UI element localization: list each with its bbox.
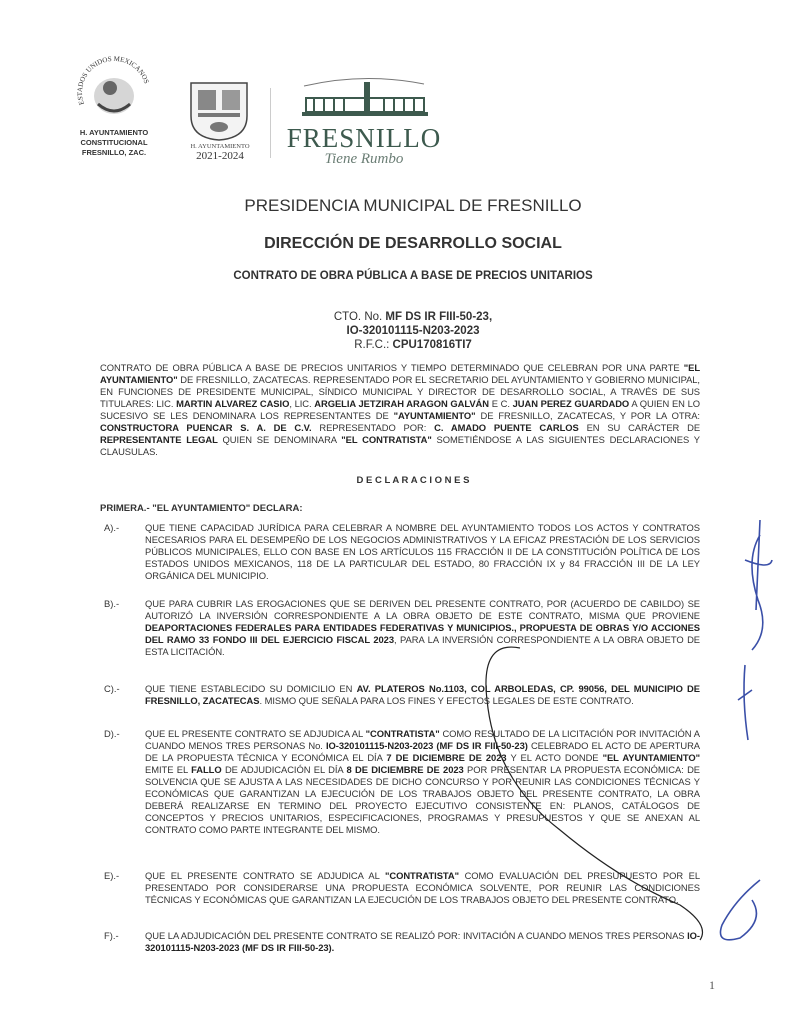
bold-text-run: 8 DE DICIEMBRE DE 2023 (346, 764, 464, 775)
cto-label: CTO. No. (333, 311, 386, 323)
clause-label: F).- (104, 930, 119, 941)
bold-text-run: FALLO (191, 764, 222, 775)
text-run: QUIEN SE DENOMINARA (217, 434, 342, 445)
text-run: DE FRESNILLO, ZACATECAS. REPRESENTADO POR EL SECRETARIO DEL AYUNTAMIENTO Y GOBIERNO MUNICIPAL, EN FUNCIONES DE PRESIDENTE MUNICIPAL, SÍNDICO MUNICIPAL Y DIRECTOR DE DESARROLLO SOCIAL, A TRAVÉS DE SUS TITULARES: LIC. (100, 374, 700, 409)
bold-text-run: "EL AYUNTAMIENTO" (602, 752, 700, 763)
clause-label: E).- (104, 870, 120, 881)
text-run: Y EL ACTO DONDE (506, 752, 603, 763)
text-run: COMO EVALUACIÓN DEL PRESUPUESTO POR EL PRESENTADO POR CONSIDERARSE UNA PROPUESTA ECONÓMICA SOLVENTE, POR REUNIR LAS CONDICIONES TÉCNICAS Y ECONÓMICAS QUE GARANTIZAN LA EJECUCIÓN DE LOS TRABAJOS OBJETO DEL PRESENTE CONTRATO. (145, 870, 700, 905)
clause-label: C).- (104, 683, 120, 694)
clause-label: A).- (104, 522, 120, 533)
text-run: A QUIEN EN LO SUCESIVO SE LES DENOMINARA LOS REPRESENTANTES DE (100, 398, 700, 421)
bold-text-run: C. AMADO PUENTE CARLOS (434, 422, 579, 433)
seal-ring-text: ESTADOS UNIDOS MEXICANOS (75, 54, 151, 106)
text-run: REPRESENTADO POR: (311, 422, 435, 433)
direccion-title: DIRECCIÓN DE DESARROLLO SOCIAL (264, 235, 562, 252)
text-run: DE FRESNILLO, ZACATECAS, Y POR LA OTRA: (475, 410, 700, 421)
bold-text-run: 7 DE DICIEMBRE DE 2023 (386, 752, 507, 763)
contrato-title: CONTRATO DE OBRA PÚBLICA A BASE DE PRECIOS UNITARIOS (233, 270, 593, 282)
text-run: , PARA LA INVERSIÓN CORRESPONDIENTE A LA OBRA OBJETO DE ESTA LICITACIÓN. (145, 634, 700, 657)
rfc-value: CPU170816TI7 (392, 339, 472, 351)
clause-label: D).- (104, 728, 120, 739)
bold-text-run: IO-320101115-N203-2023 (MF DS IR FIII-50-23) (325, 740, 528, 751)
caption-line: CONSTITUCIONAL (80, 138, 148, 147)
presidencia-title: PRESIDENCIA MUNICIPAL DE FRESNILLO (244, 196, 582, 215)
text-run: CELEBRADO EL ACTO DE APERTURA DE LA PROPUESTA TÉCNICA Y ECONÓMICA EL DÍA (145, 740, 700, 763)
text-run: DE ADJUDICACIÓN EL DÍA (221, 764, 347, 775)
brand-name: FRESNILLO (286, 123, 442, 153)
io-number: IO-320101115-N203-2023 (346, 325, 480, 337)
text-run: QUE TIENE ESTABLECIDO SU DOMICILIO EN (145, 683, 357, 694)
primera-heading: PRIMERA.- "EL AYUNTAMIENTO" DECLARA: (100, 503, 303, 514)
text-run: QUE PARA CUBRIR LAS EROGACIONES QUE SE DERIVEN DEL PRESENTE CONTRATO, POR (ACUERDO DE CABILDO) SE AUTORIZÓ LA INVERSIÓN CORRESPONDIENTE A LA OBRA OBJETO DE ESTE CONTRATO, MISMA QUE PROVIENE (145, 598, 700, 621)
clause-label: B).- (104, 598, 120, 609)
bold-text-run: DEAPORTACIONES FEDERALES PARA ENTIDADES FEDERATIVAS Y MUNICIPIOS., PROPUESTA DE OBRAS Y/O ACCIONES DEL RAMO 33 FONDO III DEL EJERCICIO FISCAL 2023 (145, 622, 700, 645)
bold-text-run: ARGELIA JETZIRAH ARAGON GALVÁN (314, 398, 489, 409)
text-run: EN SU CARÁCTER DE (578, 422, 701, 433)
text-run: QUE EL PRESENTE CONTRATO SE ADJUDICA AL (145, 728, 366, 739)
bold-text-run: "EL AYUNTAMIENTO" (100, 362, 700, 385)
bold-text-run: "CONTRATISTA" (365, 728, 440, 739)
bold-text-run: AV. PLATEROS No.1103, COL ARBOLEDAS, CP. 99056, DEL MUNICIPIO DE FRESNILLO, ZACATECAS (145, 683, 700, 706)
text-run: E C. (488, 398, 513, 409)
signature-right-mid (738, 665, 752, 740)
text-run: QUE TIENE CAPACIDAD JURÍDICA PARA CELEBRAR A NOMBRE DEL AYUNTAMIENTO TODOS LOS ACTOS Y CONTRATOS NECESARIOS PARA EL DESEMPEÑO DE LOS NEGOCIOS ADMINISTRATIVOS Y LA EFICAZ PRESTACIÓN DE LOS SERVICIOS PÚBLICOS MUNICIPALES, ELLO CON BASE EN LOS ARTÍCULOS 115 FRACCIÓN II DE LA CONSTITUCIÓN POLÍTICA DE LOS ESTADOS UNIDOS MEXICANOS, 118 DE LA PARTICULAR DEL ESTADO, 80 FRACCIÓN IX y 84 FRACCIÓN III DE LA LEY ORGÁNICA DEL MUNICIPIO. (145, 522, 700, 581)
text-run: CONTRATO DE OBRA PÚBLICA A BASE DE PRECIOS UNITARIOS Y TIEMPO DETERMINADO QUE CELEBRAN POR UNA PARTE (100, 362, 684, 373)
signature-right-top (745, 520, 772, 650)
bold-text-run: CONSTRUCTORA PUENCAR S. A. DE C.V. (100, 422, 312, 433)
cto-value: MF DS IR FIII-50-23, (385, 311, 493, 323)
text-run: EMITE EL (145, 764, 192, 775)
bold-text-run: "AYUNTAMIENTO" (393, 410, 476, 421)
text-run: COMO RESULTADO DE LA LICITACIÓN POR INVITACIÓN A CUANDO MENOS TRES PERSONAS No. (145, 728, 700, 751)
shield-caption: H. AYUNTAMIENTO (190, 143, 250, 150)
text-run: QUE EL PRESENTE CONTRATO SE ADJUDICA AL (145, 870, 385, 881)
brand-tagline: Tiene Rumbo (324, 151, 404, 167)
text-run: POR PRESENTAR LA PROPUESTA ECONÓMICA: DE SOLVENCIA QUE SE AJUSTA A LAS NECESIDADES DE DICHO CONCURSO Y POR REUNIR LAS CONDICIONES TÉCNICAS Y ECONÓMICAS QUE GARANTIZAN LA EJECUCIÓN DE LOS TRABAJOS OBJETO DEL PRESENTE CONTRATO, LA OBRA DEBERÁ REALIZARSE EN TERMINO DEL PROYECTO EJECUTIVO CONSISTENTE EN: PLANOS, CATÁLOGOS DE CONCEPTOS Y PRECIOS UNITARIOS, ESPECIFICACIONES, PROGRAMAS Y PRESUPUESTOS Y QUE SE ANEXAN AL CONTRATO COMO PARTE INTEGRANTE DEL MISMO. (145, 764, 700, 835)
bold-text-run: "CONTRATISTA" (384, 870, 459, 881)
bold-text-run: JUAN PEREZ GUARDADO (512, 398, 630, 409)
bold-text-run: IO-320101115-N203-2023 (MF DS IR FIII-50-23). (145, 930, 700, 953)
bold-text-run: REPRESENTANTE LEGAL (100, 434, 218, 445)
rfc-label: R.F.C.: (354, 339, 393, 351)
page-number: 1 (709, 978, 715, 992)
bold-text-run: "EL CONTRATISTA" (341, 434, 432, 445)
signature-right-bottom (720, 880, 760, 940)
caption-line: H. AYUNTAMIENTO (79, 128, 149, 137)
text-run: QUE LA ADJUDICACIÓN DEL PRESENTE CONTRATO SE REALIZÓ POR: INVITACIÓN A CUANDO MENOS TRES PERSONAS (145, 930, 688, 941)
signature-curve-center (486, 647, 703, 940)
text-run: . MISMO QUE SEÑALA PARA LOS FINES Y EFECTOS LEGALES DE ESTE CONTRATO. (259, 695, 634, 706)
shield-years: 2021-2024 (196, 150, 244, 162)
caption-line: FRESNILLO, ZAC. (81, 148, 147, 157)
declaraciones-heading: D E C L A R A C I O N E S (356, 475, 470, 486)
text-run: SOMETIÉNDOSE A LAS SIGUIENTES DECLARACIONES Y CLAUSULAS. (100, 434, 700, 457)
bold-text-run: MARTIN ALVAREZ CASIO (176, 398, 290, 409)
text-run: , LIC. (289, 398, 315, 409)
